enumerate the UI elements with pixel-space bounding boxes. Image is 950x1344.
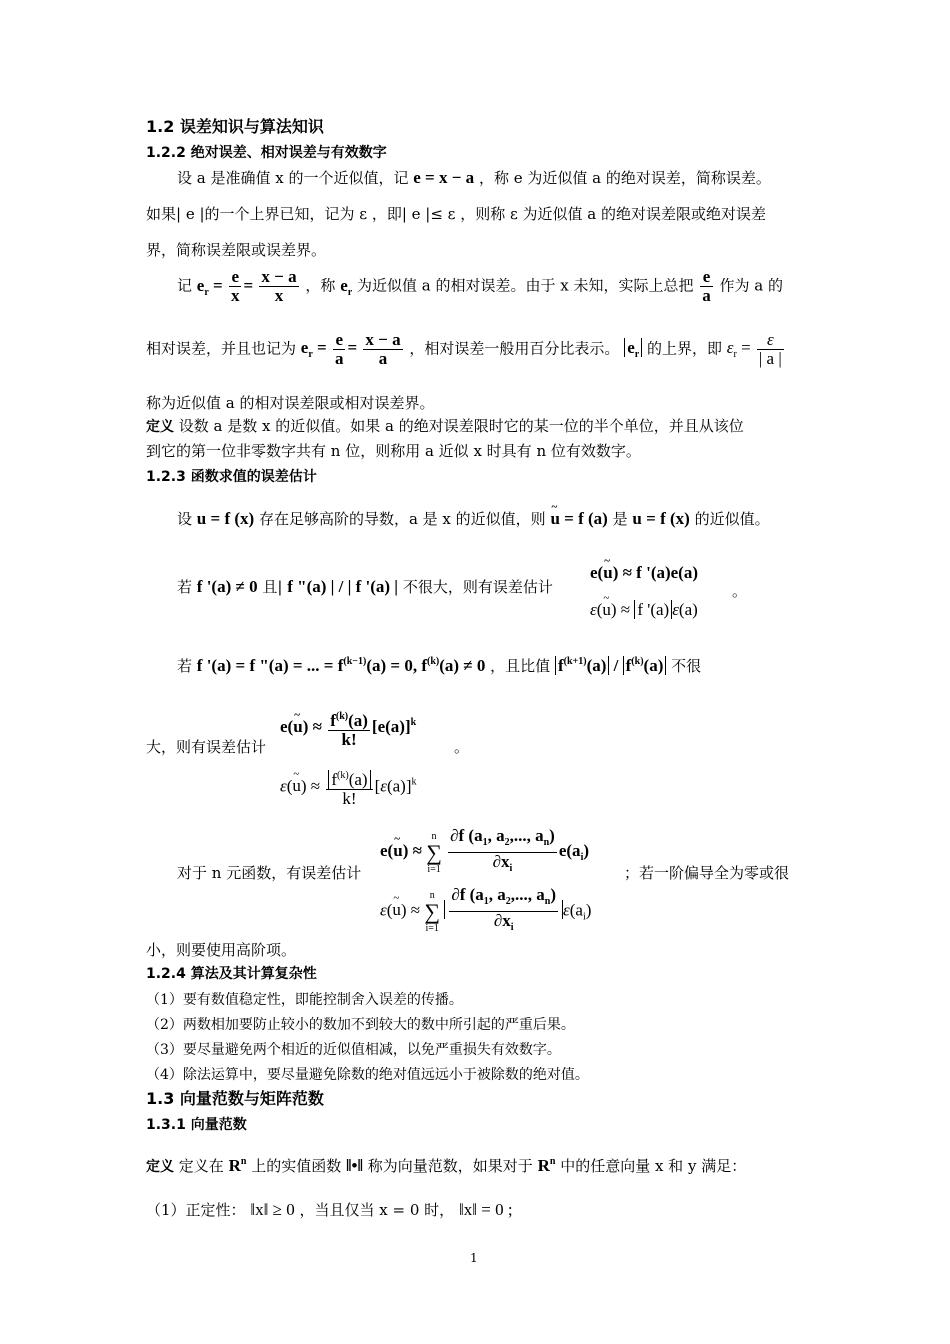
paragraph-first-order: 若 f '(a) ≠ 0 且| f "(a) | / | f '(a) | 不很大，则有误差估计 (177, 577, 553, 596)
paragraph-error-bound-cont: 界，简称误差限或误差界。 (146, 241, 327, 259)
definition-significant-digits: 定义 设数 a 是数 x 的近似值。如果 a 的绝对误差限时它的某一位的半个单位，并且从该位 (146, 417, 744, 435)
formula-er: $e_r$ = $\frac{e}{x}$ = $\frac{x - a}{x}$ (196, 267, 297, 306)
formula-multivariate-eps: ε(~ u) ≈ n ∑ i=1 $\frac{\partial f (a_1, a_2,..., a_n)}{\partial x_i}$ $\varepsilon(a_i)$ (380, 886, 591, 937)
formula-higher-order-e: e(~ u) ≈ $\frac{f^{(k)}(a)}{k!}$ $[e(a)]^k$ (280, 708, 416, 749)
list-item: （3）要尽量避免两个相近的近似值相减，以免严重损失有效数字。 (146, 1042, 561, 1058)
section-heading-1-2-2: 1.2.2 绝对误差、相对误差与有效数字 (146, 145, 387, 161)
paragraph-multivariate-tail: ；若一阶偏导全为零或很 (624, 864, 790, 882)
section-heading-1-2-4: 1.2.4 算法及其计算复杂性 (146, 966, 317, 982)
paragraph-relative-error: 记 $e_r$ = $\frac{e}{x}$ = $\frac{x - a}{x}$ ，称 $e_r$ 为近似值 a 的相对误差。由于 x 未知，实际上总把 $\frac{e}{a}$ 作为 a 的 (177, 267, 783, 306)
formula-first-order-e: e(~ u) ≈ f '(a)e(a) (590, 563, 698, 583)
paragraph-function-approx: 设 u = f (x) 存在足够高阶的导数，a 是 x 的近似值，则 ~ u = f (a) 是 u = f (x) 的近似值。 (177, 509, 770, 529)
section-heading-1-3-1: 1.3.1 向量范数 (146, 1117, 247, 1133)
document-page: 1.2 误差知识与算法知识 1.2.2 绝对误差、相对误差与有效数字 设 a 是准确值 x 的一个近似值，记 e = x − a ，称 e 为近似值 a 的绝对误差，简称误差。 如果| e |的一个上界已知，记为 ε ，即| e |≤ ε ，则称 ε 为近似值 a 的绝对误差限或绝对误差 界，简称误差限或误差界。 记 $e_r$ = $\frac{e}{x}$ = $\frac{x - a}{x}$ ，称 $e_r$ 为近似值 a 的相对误差。由于 x 未知，实际上总把 $\frac{e}{a}$ 作为 a 的 相对误差，并且也记为 $e_r$ = $\frac{e}{a}$ = $\frac{x - a}{a}$ ，相对误差一般用百分比表示。 $e_r$ 的上界，即 $\varepsilon_r$ = $\frac{\varepsilon}{| a |}$ 称为近似值 a 的相对误差限或相对误差界。 定义 设数 a 是数 x 的近似值。如果 a 的绝对误差限时它的某一位的半个单位，并且从该位 到它的第一位非零数字共有 n 位，则称用 a 近似 x 时具有 n 位有效数字。 1.2.3 函数求值的误差估计 设 u = f (x) 存在足够高阶的导数，a 是 x 的近似值，则 ~ u = f (a) 是 u = f (x) 的近似值。 若 f '(a) ≠ 0 且| f "(a) | / | f '(a) | 不很大，则有误差估计 e(~ u) ≈ f '(a)e(a) ε(~ u) ≈ f '(a) ε(a) 。 若 f '(a) = f "(a) = ... = $f^{(k-1)}(a) = 0$, $f^{(k)}(a) \ne 0$ ，且比值 $f^{(k+1)}(a) / f^{(k)}(a)$ 不很 e(~ u) ≈ $\frac{f^{(k)}(a)}{k!}$ $[e(a)]^k$ 大，则有误差估计 。 ε(~ u) ≈ $\frac{f^{(k)}(a)}{k!}$ $[\varepsilon(a)]^k$ e(~ u) ≈ n ∑ i=1 $\frac{\partial f (a_1, a_2,..., a_n)}{\partial x_i}$ $e(a_i)$ 对于 n 元函数，有误差估计 ；若一阶偏导全为零或很 ε(~ u) ≈ n ∑ i=1 $\frac{\partial f (a_1, a_2,..., a_n)}{\partial x_i}$ $\varepsilon(a_i)$ 小，则要使用高阶项。 1.2.4 算法及其计算复杂性 （1）要有数值稳定性，即能控制舍入误差的传播。 （2）两数相加要防止较小的数加不到较大的数中所引起的严重后果。 （3）要尽量避免两个相近的近似值相减，以免严重损失有效数字。 （4）除法运算中，要尽量避免除数的绝对值远远小于被除数的绝对值。 1.3 向量范数与矩阵范数 1.3.1 向量范数 定义 定义在 $R^n$ 上的实值函数 ‖•‖ 称为向量范数，如果对于 $R^n$ 中的任意向量 x 和 y 满足： （1）正定性： ‖x‖ ≥ 0 ，当且仅当 x = 0 时， ‖x‖ = 0 ; 1 (0, 0, 950, 1344)
paragraph-higher-order-cont: 大，则有误差估计 (146, 738, 267, 756)
list-item: （4）除法运算中，要尽量避免除数的绝对值远远小于被除数的绝对值。 (146, 1067, 589, 1083)
section-heading-1-2: 1.2 误差知识与算法知识 (146, 117, 324, 136)
list-item: （1）要有数值稳定性，即能控制舍入误差的传播。 (146, 992, 463, 1008)
paragraph-relative-error-cont: 相对误差，并且也记为 $e_r$ = $\frac{e}{a}$ = $\frac{x - a}{a}$ ，相对误差一般用百分比表示。 $e_r$ 的上界，即 $\varepsilon_r$ = $\frac{\varepsilon}{| a |}$ (146, 331, 786, 368)
definition-vector-norm: 定义 定义在 $R^n$ 上的实值函数 ‖•‖ 称为向量范数，如果对于 $R^n$ 中的任意向量 x 和 y 满足： (146, 1156, 747, 1175)
paragraph-relative-bound: 称为近似值 a 的相对误差限或相对误差界。 (146, 394, 435, 412)
paragraph-higher-order: 若 f '(a) = f "(a) = ... = $f^{(k-1)}(a) = 0$, $f^{(k)}(a) \ne 0$ ，且比值 $f^{(k+1)}(a) / f^{(k)}(a)$ 不很 (177, 656, 702, 675)
list-item: （2）两数相加要防止较小的数加不到较大的数中所引起的严重后果。 (146, 1017, 575, 1033)
formula-higher-order-eps: ε(~ u) ≈ $\frac{f^{(k)}(a)}{k!}$ $[\varepsilon(a)]^k$ (280, 767, 417, 808)
condition-positive-definite: （1）正定性： ‖x‖ ≥ 0 ，当且仅当 x = 0 时， ‖x‖ = 0 ; (146, 1200, 513, 1219)
formula-eps-r: $\varepsilon_r$ = $\frac{\varepsilon}{| a |}$ (726, 330, 782, 368)
paragraph-multivariate: 对于 n 元函数，有误差估计 (177, 864, 362, 882)
page-number: 1 (470, 1251, 478, 1265)
paragraph-error-bound: 如果| e |的一个上界已知，记为 ε ，即| e |≤ ε ，则称 ε 为近似值 a 的绝对误差限或绝对误差 (146, 205, 767, 223)
paragraph-higher-terms: 小，则要使用高阶项。 (146, 941, 297, 959)
paragraph-abs-error: 设 a 是准确值 x 的一个近似值，记 e = x − a ，称 e 为近似值 a 的绝对误差，简称误差。 (177, 168, 771, 187)
section-heading-1-3: 1.3 向量范数与矩阵范数 (146, 1089, 324, 1108)
formula-er-a: $e_r$ = $\frac{e}{a}$ = $\frac{x - a}{a}$ (300, 330, 401, 368)
section-heading-1-2-3: 1.2.3 函数求值的误差估计 (146, 469, 317, 485)
formula-first-order-eps: ε(~ u) ≈ f '(a) ε(a) (590, 600, 698, 620)
definition-significant-digits-cont: 到它的第一位非零数字共有 n 位，则称用 a 近似 x 时具有 n 位有效数字。 (146, 442, 641, 460)
formula-multivariate-e: e(~ u) ≈ n ∑ i=1 $\frac{\partial f (a_1, a_2,..., a_n)}{\partial x_i}$ $e(a_i)$ (380, 827, 589, 878)
